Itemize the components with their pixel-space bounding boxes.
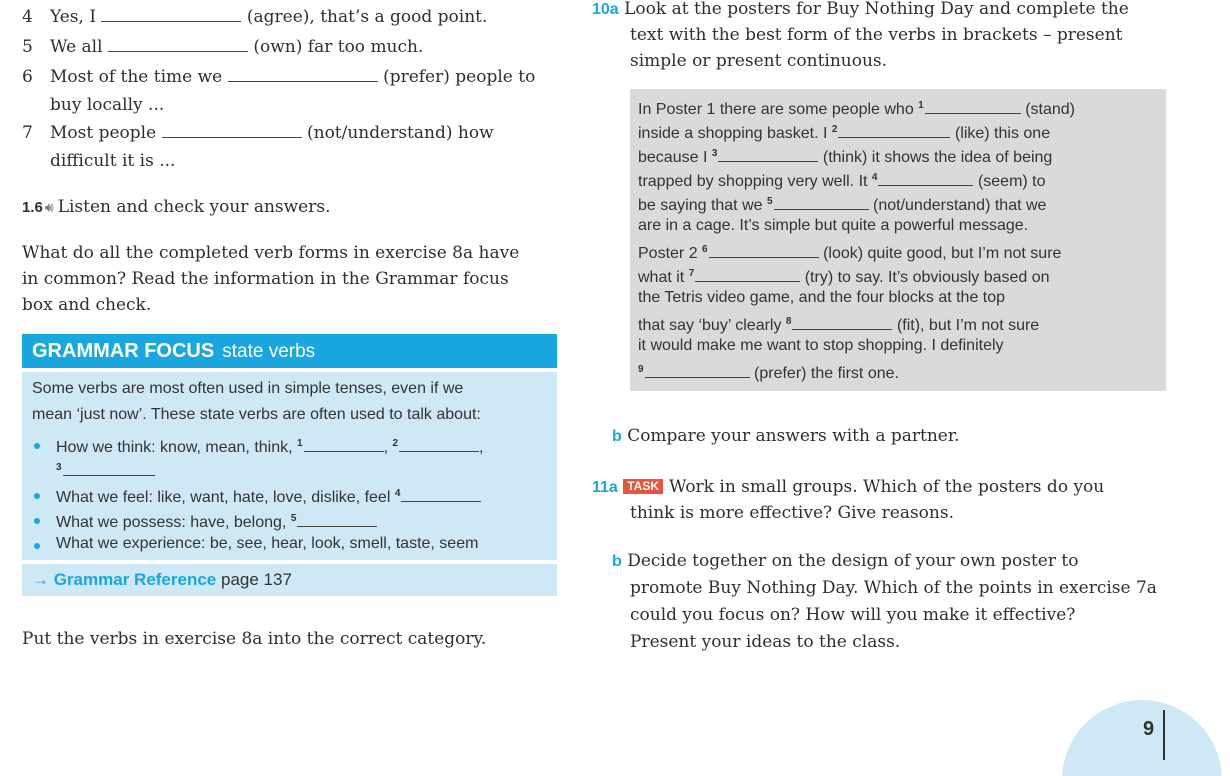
page-number: 9 (1143, 718, 1155, 740)
item-7: 7 Most people (not/understand) how (22, 123, 494, 143)
bullet-feel: What we feel: like, want, hate, love, dislike, feel $^4$ (56, 485, 481, 507)
bullet-think: How we think: know, mean, think, $^1$ , $^2$ , (56, 435, 483, 457)
item-6-continuation: buy locally ... (50, 95, 165, 115)
page-divider (1163, 710, 1165, 760)
answer-blank[interactable] (792, 315, 892, 330)
bullet-experience: What we experience: be, see, hear, look, smell, taste, seem (56, 535, 479, 552)
question-line-3: box and check. (22, 295, 152, 315)
answer-blank[interactable] (228, 65, 378, 82)
grammar-intro-1: Some verbs are most often used in simple tenses, even if we (32, 380, 464, 397)
track-number: 1.6 (22, 199, 43, 216)
answer-blank[interactable] (162, 121, 302, 138)
poster-line: that say ‘buy’ clearly $^8$ (fit), but I’m not sure (638, 316, 1040, 334)
poster-line: inside a shopping basket. I $^2$ (like) this one (638, 124, 1051, 142)
item-5: 5 We all (own) far too much. (22, 37, 424, 57)
exercise-11a-line-2: think is more effective? Give reasons. (630, 503, 954, 523)
answer-blank[interactable] (645, 363, 750, 378)
answer-blank[interactable] (718, 147, 818, 162)
answer-blank[interactable] (401, 485, 481, 502)
poster-line: Poster 2 $^6$ (look) quite good, but I’m not sure (638, 244, 1062, 262)
poster-line: because I $^3$ (think) it shows the idea of being (638, 148, 1053, 166)
answer-blank[interactable] (304, 435, 384, 452)
answer-blank[interactable] (774, 195, 869, 210)
poster-line: be saying that we $^5$ (not/understand) that we (638, 196, 1047, 214)
poster-line: the Tetris video game, and the four blocks at the top (638, 289, 1006, 306)
poster-line: trapped by shopping very well. It $^4$ (seem) to (638, 172, 1046, 190)
exercise-10a-line-1: 10a Look at the posters for Buy Nothing Day and complete the (592, 0, 1129, 19)
bullet-icon (34, 543, 40, 549)
exercise-11b-line-4: Present your ideas to the class. (630, 632, 901, 652)
item-4: 4 Yes, I (agree), that’s a good point. (22, 7, 488, 27)
grammar-reference-link[interactable]: → Grammar Reference (32, 570, 217, 589)
put-verbs-instruction: Put the verbs in exercise 8a into the correct category. (22, 629, 487, 649)
answer-blank[interactable] (878, 171, 973, 186)
answer-blank[interactable] (925, 99, 1021, 114)
bullet-icon (34, 493, 40, 499)
exercise-11b-line-1: b Decide together on the design of your own poster to (612, 551, 1079, 571)
bullet-icon (34, 443, 40, 449)
poster-line: are in a cage. It’s simple but quite a powerful message. (638, 217, 1029, 234)
question-line-1: What do all the completed verb forms in exercise 8a have (22, 243, 520, 263)
answer-blank[interactable] (695, 267, 800, 282)
answer-blank[interactable] (709, 243, 819, 258)
bullet-icon (34, 518, 40, 524)
exercise-11b-line-3: could you focus on? How will you make it effective? (630, 605, 1076, 625)
answer-blank[interactable] (101, 5, 241, 22)
grammar-intro-2: mean ‘just now’. These state verbs are often used to talk about: (32, 406, 481, 423)
poster-line: $^9$ (prefer) the first one. (638, 364, 899, 382)
bullet-possess: What we possess: have, belong, $^5$ (56, 510, 377, 532)
poster-line: In Poster 1 there are some people who $^1$ (stand) (638, 100, 1075, 118)
exercise-11b-line-2: promote Buy Nothing Day. Which of the points in exercise 7a (630, 578, 1157, 598)
poster-line: what it $^7$ (try) to say. It’s obviously based on (638, 268, 1050, 286)
answer-blank[interactable] (838, 123, 950, 138)
grammar-focus-header: GRAMMAR FOCUS state verbs (22, 334, 557, 368)
item-6: 6 Most of the time we (prefer) people to (22, 67, 536, 87)
exercise-11a-line-1: 11a TASK Work in small groups. Which of the posters do you (592, 477, 1105, 497)
answer-blank[interactable] (297, 510, 377, 527)
answer-blank[interactable] (399, 435, 479, 452)
question-line-2: in common? Read the information in the Grammar focus (22, 269, 509, 289)
page-number-badge (1062, 700, 1222, 776)
listen-instruction: 1.6 🔊︎ Listen and check your answers. (22, 193, 331, 222)
poster-text-box (630, 89, 1166, 391)
exercise-10a-line-2: text with the best form of the verbs in brackets – present (630, 25, 1123, 45)
answer-blank[interactable] (63, 459, 155, 476)
answer-blank[interactable] (108, 35, 248, 52)
item-7-continuation: difficult it is ... (50, 151, 176, 171)
grammar-reference: → Grammar Reference page 137 (22, 564, 557, 596)
exercise-10a-line-3: simple or present continuous. (630, 51, 888, 71)
exercise-10b: b Compare your answers with a partner. (612, 426, 960, 446)
task-tag: TASK (623, 479, 663, 494)
audio-icon[interactable]: 🔊︎ (44, 200, 54, 216)
poster-line: it would make me want to stop shopping. I definitely (638, 337, 1004, 354)
bullet-think-cont: 3 (56, 459, 155, 481)
